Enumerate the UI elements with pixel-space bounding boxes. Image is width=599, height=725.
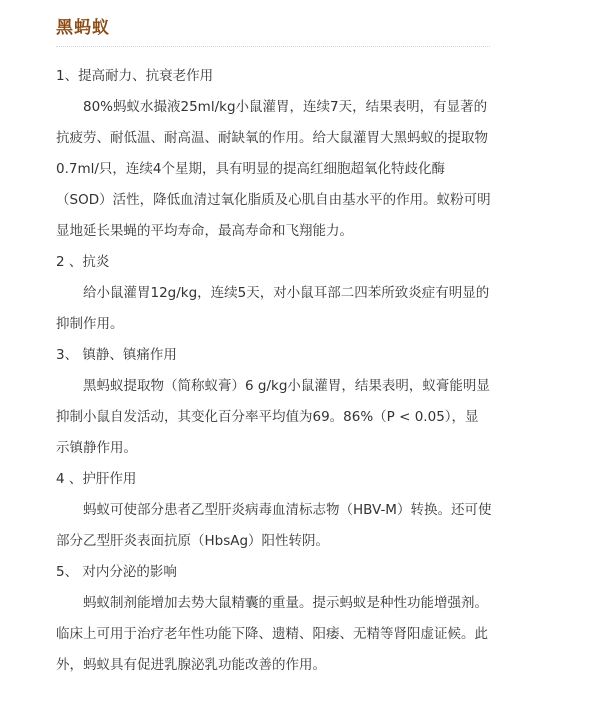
section-paragraph: 给小鼠灌胃12g/kg，连续5天，对小鼠耳部二四苯所致炎症有明显的抑制作用。 [56,285,490,332]
section-paragraph: 黑蚂蚁提取物（简称蚁膏）6 g/kg小鼠灌胃，结果表明，蚁膏能明显抑制小鼠自发活动，其变化百分率平均值为69。86%（P < 0.05），显示镇静作用。 [56,378,490,456]
section-1 [56,61,492,247]
section-heading: 3、 镇静、镇痛作用 [56,347,177,363]
section-paragraph: 80%蚂蚁水撮液25ml/kg小鼠灌胃，连续7天，结果表明，有显著的抗疲劳、耐低温、耐高温、耐缺氧的作用。给大鼠灌胃大黑蚂蚁的提取物0.7ml/只，连续4个星期，具有明显的提高红细胞超氧化特歧化酶（SOD）活性，降低血清过氧化脂质及心肌自由基水平的作用。蚁粉可明显地延长果蝇的平均寿命，最高寿命和飞翔能力。 [56,99,491,239]
article-content [56,61,492,681]
section-2 [56,247,492,340]
section-heading: 1、提高耐力、抗衰老作用 [56,68,214,84]
section-4 [56,464,492,557]
section-heading: 2 、抗炎 [56,254,110,270]
section-5 [56,557,492,681]
section-3 [56,340,492,464]
section-heading: 5、 对内分泌的影响 [56,564,177,580]
title-divider [56,46,490,47]
article-title: 黑蚂蚁 [56,18,110,38]
section-heading: 4 、护肝作用 [56,471,137,487]
section-paragraph: 蚂蚁制剂能增加去势大鼠精囊的重量。提示蚂蚁是种性功能增强剂。临床上可用于治疗老年性功能下降、遗精、阳痿、无精等肾阳虚证候。此外，蚂蚁具有促进乳腺泌乳功能改善的作用。 [56,595,488,673]
section-paragraph: 蚂蚁可使部分患者乙型肝炎病毒血清标志物（HBV-M）转换。还可使部分乙型肝炎表面抗原（HbsAg）阳性转阴。 [56,502,492,549]
